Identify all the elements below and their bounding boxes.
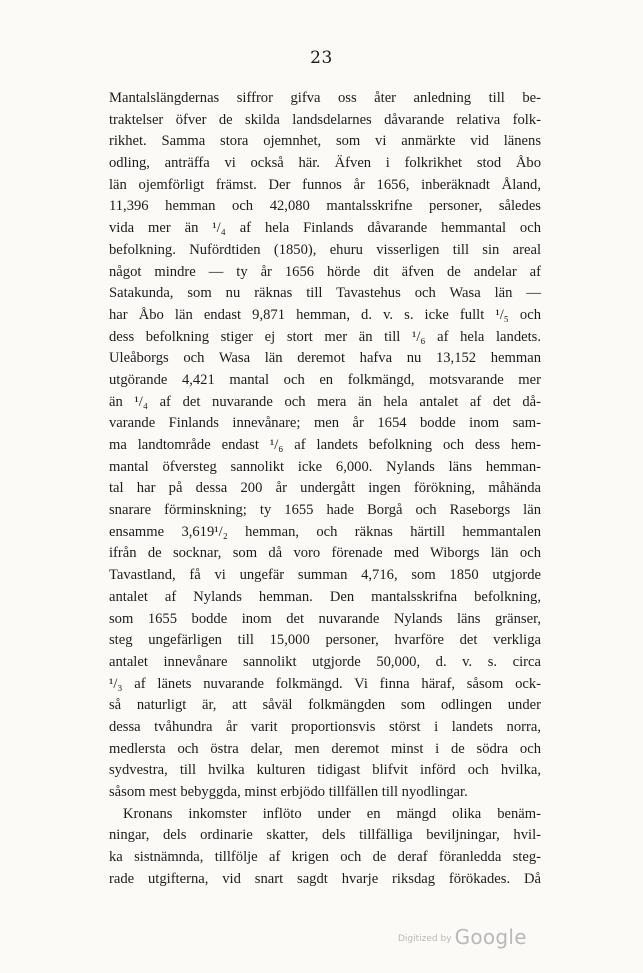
text-line: såsom mest bebyggda, minst erbjödo tillfällen till nyodlingar. bbox=[109, 784, 468, 800]
text-line: rade utgifterna, vid snart sagdt hvarje riksdag förökades. Då bbox=[109, 870, 541, 887]
text-line: utgörande 4,421 mantal och en folkmängd, motsvarande mer bbox=[109, 371, 541, 388]
text-line: Tavastland, få vi ungefär summan 4,716, som 1850 utgjorde bbox=[109, 567, 541, 584]
text-line: traktelser öfver de skilda landsdelarnes dåvarande relativa folk- bbox=[109, 111, 541, 128]
text-line: ensamme 3,619¹/₂ hemman, och räknas härtill hemmantalen bbox=[109, 523, 541, 540]
text-line: Uleåborgs och Wasa län deremot hafva nu 13,152 hemman bbox=[109, 350, 541, 367]
text-line: antalet af Nylands hemman. Den mantalsskrifna befolkning, bbox=[109, 588, 541, 605]
text-line: steg ungefärligen till 15,000 personer, hvarföre det verkliga bbox=[109, 632, 541, 649]
text-line: ka sistnämnda, tillfölje af krigen och de deraf föranledda steg- bbox=[109, 849, 541, 866]
text-line: befolkning. Nufördtiden (1850), ehuru visserligen till sin areal bbox=[109, 241, 541, 258]
text-line: medlersta och östra delar, men deremot minst i de södra och bbox=[109, 740, 541, 757]
text-line: vida mer än ¹/₄ af hela Finlands dåvarande hemmantal och bbox=[109, 220, 541, 237]
text-line: rikhet. Samma stora ojemnhet, som vi anmärkte vid länens bbox=[109, 133, 541, 150]
page-number: 23 bbox=[310, 48, 333, 68]
text-line: ifrån de socknar, som då voro förenade med Wiborgs län och bbox=[109, 545, 541, 562]
text-line: varande Finlands innevånare; men år 1654 bodde inom sam- bbox=[109, 415, 541, 432]
text-line: Satakunda, som nu räknas till Tavastehus och Wasa län — bbox=[109, 285, 541, 302]
digitized-watermark bbox=[398, 925, 527, 949]
text-line: som 1655 bodde inom det nuvarande Nylands läns gränser, bbox=[109, 610, 541, 627]
watermark-prefix: Digitized by bbox=[398, 934, 452, 944]
google-logo: Google bbox=[454, 925, 527, 949]
body-text bbox=[109, 88, 541, 890]
text-line: mantal öfversteg sannolikt icke 6,000. Nylands läns hemman- bbox=[109, 458, 541, 475]
paragraph-start-line: Kronans inkomster inflöto under en mängd olika benäm- bbox=[123, 805, 541, 822]
text-line: dess befolkning stiger ej stort mer än till ¹/₆ af hela landets. bbox=[109, 328, 541, 345]
text-line: dessa tvåhundra år varit proportionsvis störst i landets norra, bbox=[109, 718, 541, 735]
text-line: något mindre — ty år 1656 hörde dit äfven de andelar af bbox=[109, 263, 541, 280]
text-line: så naturligt är, att såväl folkmängden som odlingen under bbox=[109, 697, 541, 714]
text-line: ¹/₃ af länets nuvarande folkmängd. Vi finna häraf, såsom ock- bbox=[109, 675, 541, 692]
text-line: tal har på dessa 200 år undergått ingen förökning, måhända bbox=[109, 480, 541, 497]
text-line: antalet innevånare sannolikt utgjorde 50,000, d. v. s. circa bbox=[109, 653, 541, 670]
text-line: har Åbo län endast 9,871 hemman, d. v. s. icke fullt ¹/₅ och bbox=[109, 306, 541, 323]
text-line: Mantalslängdernas siffror gifva oss åter anledning till be- bbox=[109, 90, 541, 106]
text-line: odling, anträffa vi också här. Äfven i folkrikhet stod Åbo bbox=[109, 155, 541, 172]
text-line: än ¹/₄ af det nuvarande och mera än hela antalet af det då- bbox=[109, 393, 541, 410]
text-line: ma landtområde endast ¹/₆ af landets befolkning och dess hem- bbox=[109, 437, 541, 453]
text-line: sydvestra, till hvilka kulturen tidigast blifvit införd och hvilka, bbox=[109, 762, 541, 779]
text-line: 11,396 hemman och 42,080 mantalsskrifne personer, således bbox=[109, 198, 541, 215]
text-line: län ojemförligt främst. Der funnos år 1656, inberäknadt Åland, bbox=[109, 176, 541, 193]
text-line: snarare förminskning; ty 1655 hade Borgå och Raseborgs län bbox=[109, 502, 541, 519]
text-line: ningar, dels ordinarie skatter, dels tillfälliga beviljningar, hvil- bbox=[109, 827, 541, 844]
